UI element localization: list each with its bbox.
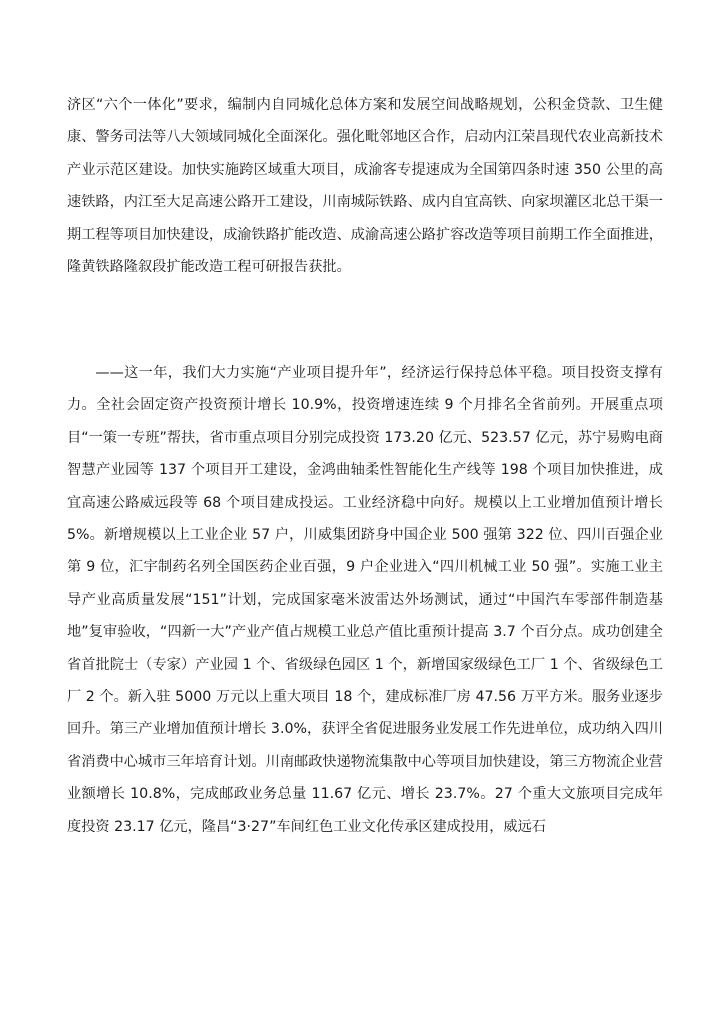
paragraph-industry-projects: ——这一年，我们大力实施“产业项目提升年”，经济运行保持总体平稳。项目投资支撑有力。全社会固定资产投资预计增长 10.9%，投资增速连续 9 个月排名全省前列。开展重点项目“一策一专班”帮扶，省市重点项目分别完成投资 173.20 亿元、523.57 亿元，苏宁易购电商智慧产业园等 137 个项目开工建设，金鸿曲轴柔性智能化生产线等 198 个项目加快推进，成宜高速公路威远段等 68 个项目建成投运。工业经济稳中向好。规模以上工业增加值预计增长 5%。新增规模以上工业企业 57 户，川威集团跻身中国企业 500 强第 322 位、四川百强企业第 9 位，汇宇制药名列全国医药企业百强，9 户企业进入“四川机械工业 50 强”。实施工业主导产业高质量发展“151”计划，完成国家毫米波雷达外场测试，通过“中国汽车零部件制造基地”复审验收，“四新一大”产业产值占规模工业总产值比重预计提高 3.7 个百分点。成功创建全省首批院士（专家）产业园 1 个、省级绿色园区 1 个，新增国家级绿色工厂 1 个、省级绿色工厂 2 个。新入驻 5000 万元以上重大项目 18 个，建成标准厂房 47.56 万平方米。服务业逐步回升。第三产业增加值预计增长 3.0%，获评全省促进服务业发展工作先进单位，成功纳入四川省消费中心城市三年培育计划。川南邮政快递物流集散中心等项目加快建设，第三方物流企业营业额增长 10.8%，完成邮政业务总量 11.67 亿元、增长 23.7%。27 个重大文旅项目完成年度投资 23.17 亿元，隆昌“3·27”车间红色工业文化传承区建成投用，威远石 xyxy=(67,365,663,835)
paragraph-regional-integration: 济区“六个一体化”要求，编制内自同城化总体方案和发展空间战略规划，公积金贷款、卫生健康、警务司法等八大领域同城化全面深化。强化毗邻地区合作，启动内江荣昌现代农业高新技术产业示范区建设。加快实施跨区域重大项目，成渝客专提速成为全国第四条时速 350 公里的高速铁路，内江至大足高速公路开工建设，川南城际铁路、成内自宜高铁、向家坝灌区北总干渠一期工程等项目加快建设，成渝铁路扩能改造、成渝高速公路扩容改造等项目前期工作全面推进，隆黄铁路隆叙段扩能改造工程可研报告获批。 xyxy=(67,97,663,276)
